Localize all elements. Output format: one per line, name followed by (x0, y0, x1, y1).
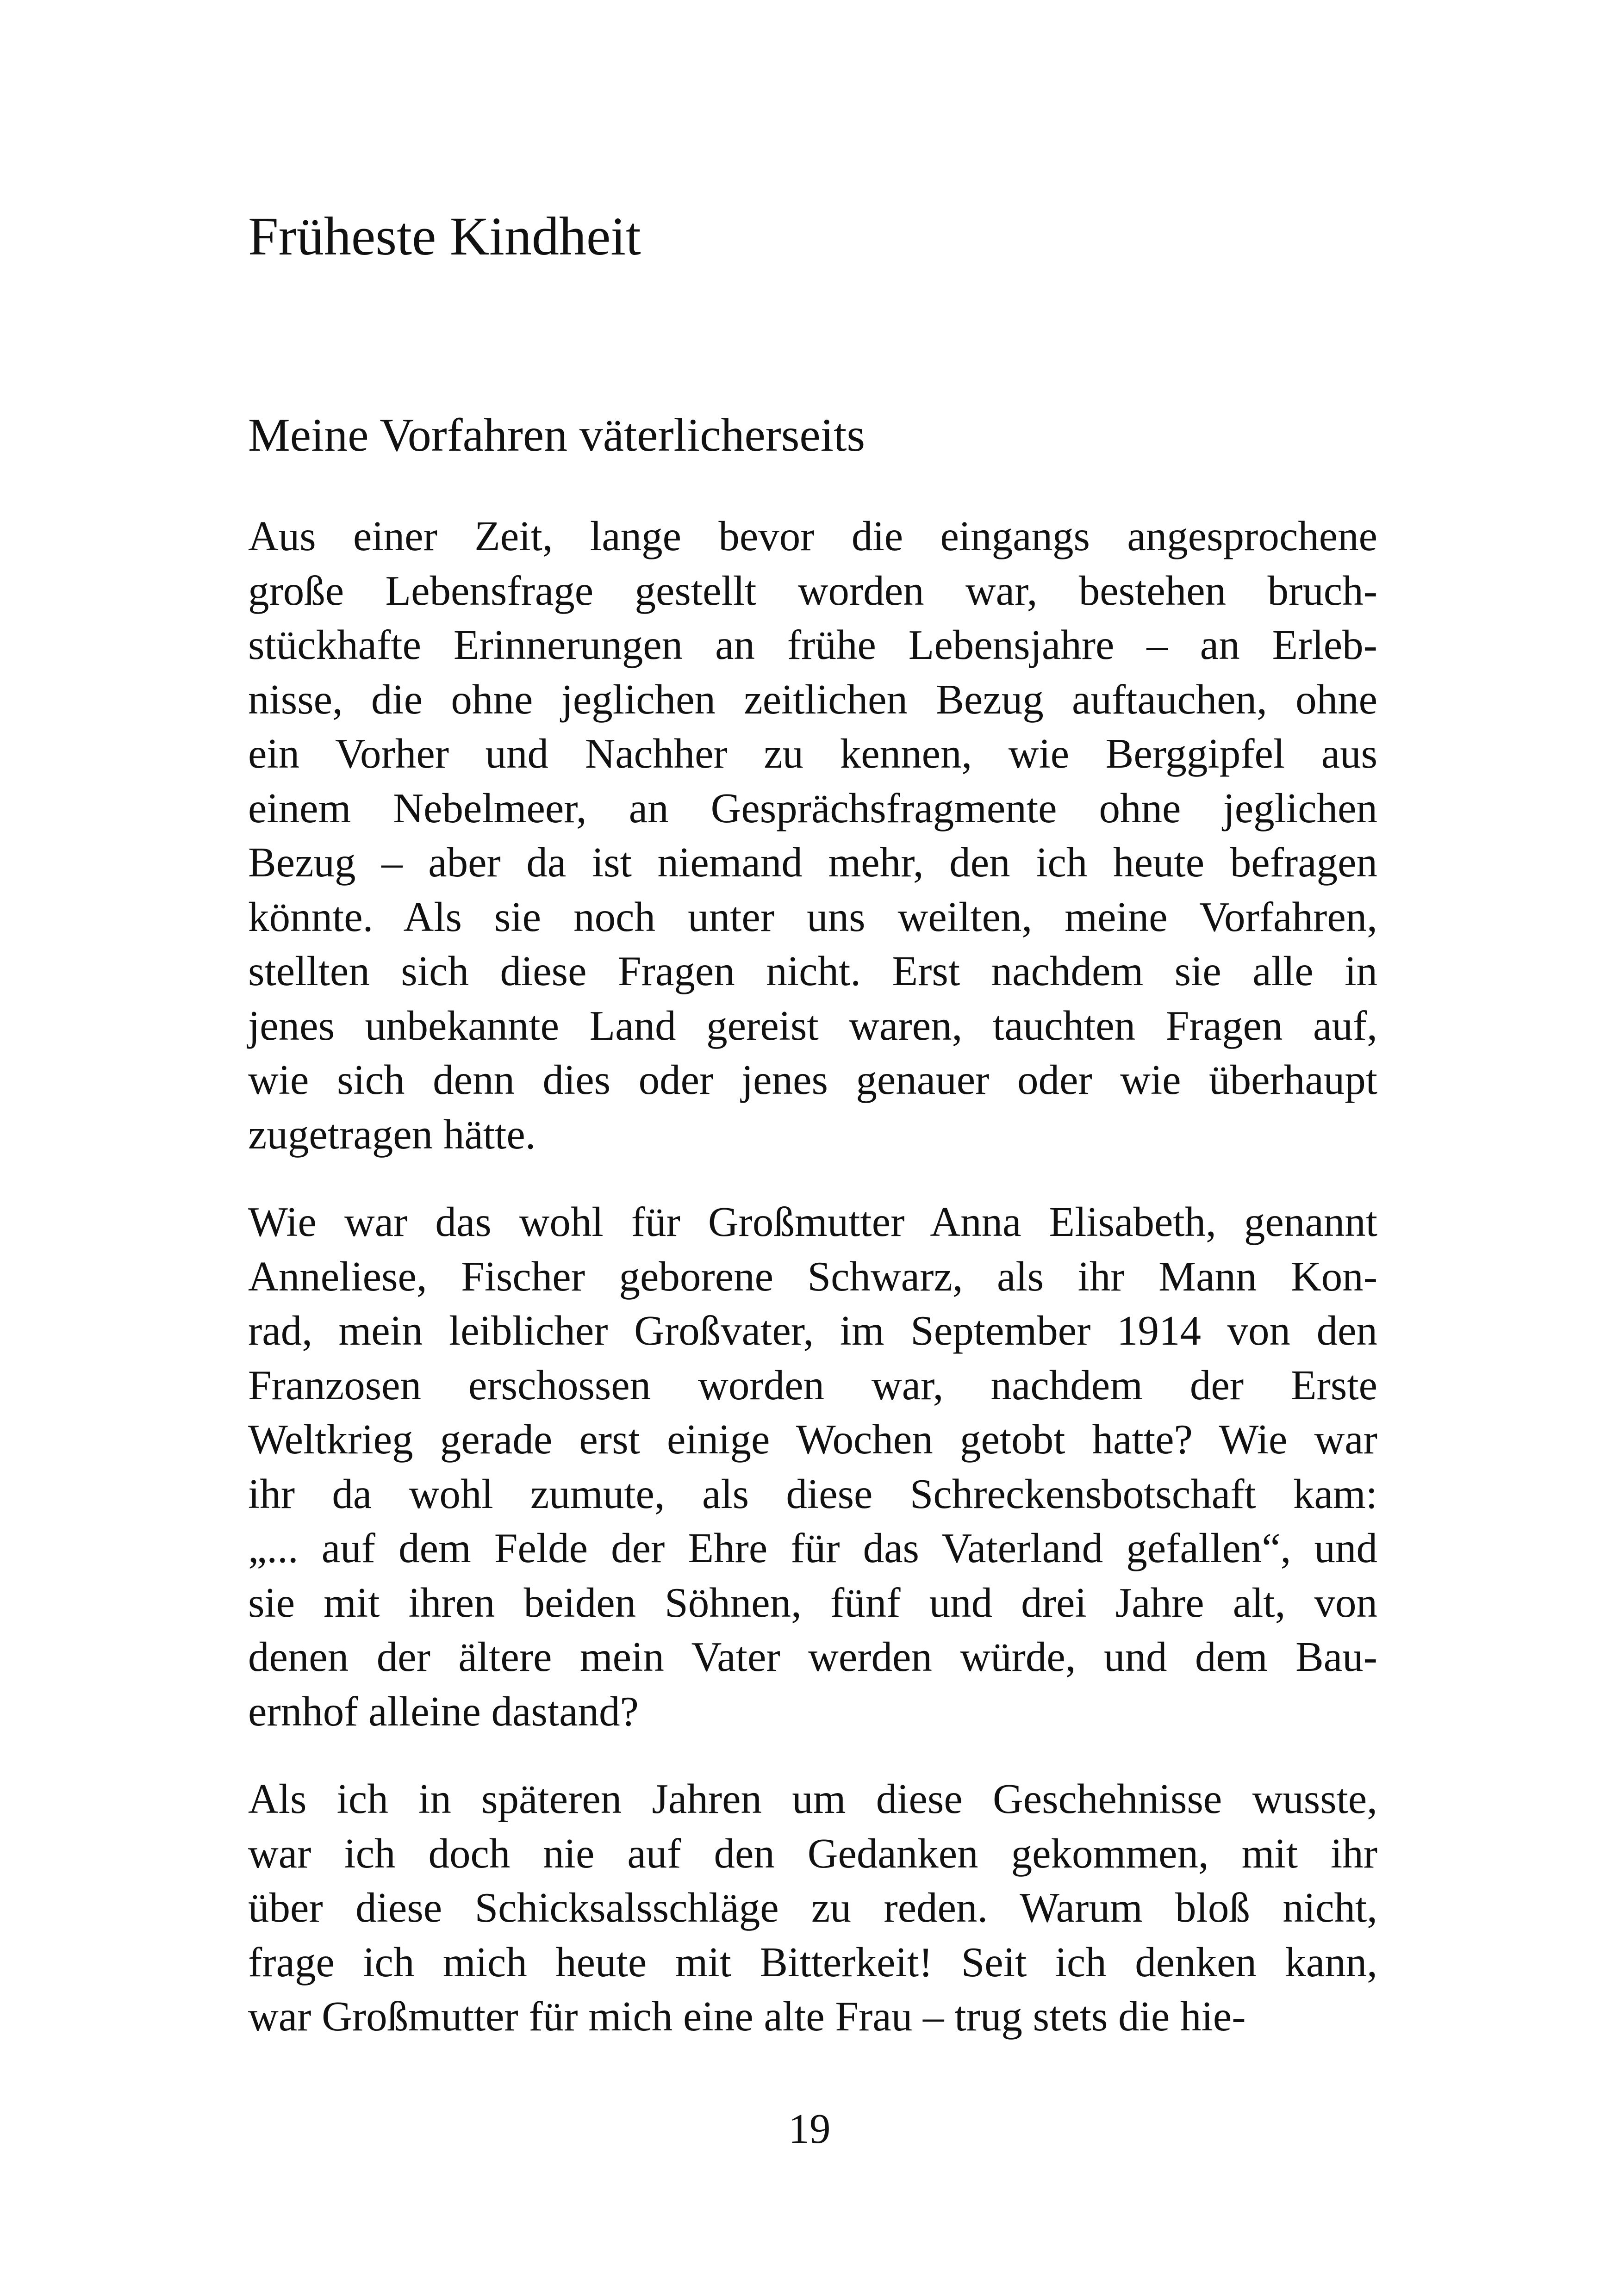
text-line: wie sich denn dies oder jenes genauer oder wie überhaupt (248, 1056, 1377, 1103)
paragraph (248, 509, 1377, 1161)
text-line: einem Nebelmeer, an Gesprächsfragmente ohne jeglichen (248, 784, 1377, 832)
text-line: ein Vorher und Nachher zu kennen, wie Berggipfel aus (248, 730, 1377, 777)
text-line: könnte. Als sie noch unter uns weilten, meine Vorfahren, (248, 893, 1377, 940)
body-text (248, 509, 1377, 2077)
text-line: sie mit ihren beiden Söhnen, fünf und drei Jahre alt, von (248, 1579, 1377, 1626)
text-line: denen der ältere mein Vater werden würde, und dem Bau- (248, 1633, 1377, 1680)
text-line: stückhafte Erinnerungen an frühe Lebensjahre – an Erleb- (248, 621, 1377, 668)
section-title: Meine Vorfahren väterlicherseits (248, 409, 866, 461)
text-line: Weltkrieg gerade erst einige Wochen getobt hatte? Wie war (248, 1416, 1377, 1463)
text-line: jenes unbekannte Land gereist waren, tauchten Fragen auf, (248, 1002, 1377, 1049)
text-line: zugetragen hätte. (248, 1111, 536, 1158)
text-line: rad, mein leiblicher Großvater, im September 1914 von den (248, 1307, 1377, 1354)
text-line: war ich doch nie auf den Gedanken gekommen, mit ihr (248, 1830, 1377, 1877)
chapter-title: Früheste Kindheit (248, 206, 641, 267)
text-line: stellten sich diese Fragen nicht. Erst nachdem sie alle in (248, 948, 1377, 994)
text-line: Franzosen erschossen worden war, nachdem der Erste (248, 1361, 1377, 1409)
text-line: nisse, die ohne jeglichen zeitlichen Bezug auftauchen, ohne (248, 676, 1377, 723)
text-line: Als ich in späteren Jahren um diese Geschehnisse wusste, (248, 1775, 1377, 1822)
text-line: Bezug – aber da ist niemand mehr, den ich heute befragen (248, 839, 1377, 886)
text-line: über diese Schicksalsschläge zu reden. Warum bloß nicht, (248, 1884, 1377, 1931)
text-line: große Lebensfrage gestellt worden war, bestehen bruch- (248, 567, 1377, 614)
text-line: Anneliese, Fischer geborene Schwarz, als ihr Mann Kon- (248, 1253, 1377, 1300)
text-line: war Großmutter für mich eine alte Frau – trug stets die hie- (248, 1993, 1246, 2040)
text-line: ihr da wohl zumute, als diese Schreckensbotschaft kam: (248, 1470, 1377, 1517)
text-line: frage ich mich heute mit Bitterkeit! Seit ich denken kann, (248, 1938, 1377, 1986)
text-line: „... auf dem Felde der Ehre für das Vaterland gefallen“, und (248, 1525, 1377, 1571)
text-line: Wie war das wohl für Großmutter Anna Elisabeth, genannt (248, 1198, 1377, 1245)
paragraph (248, 1772, 1377, 2044)
text-line: ernhof alleine dastand? (248, 1688, 639, 1735)
paragraph (248, 1195, 1377, 1738)
text-line: Aus einer Zeit, lange bevor die eingangs angesprochene (248, 513, 1377, 559)
page-number: 19 (788, 2105, 831, 2152)
